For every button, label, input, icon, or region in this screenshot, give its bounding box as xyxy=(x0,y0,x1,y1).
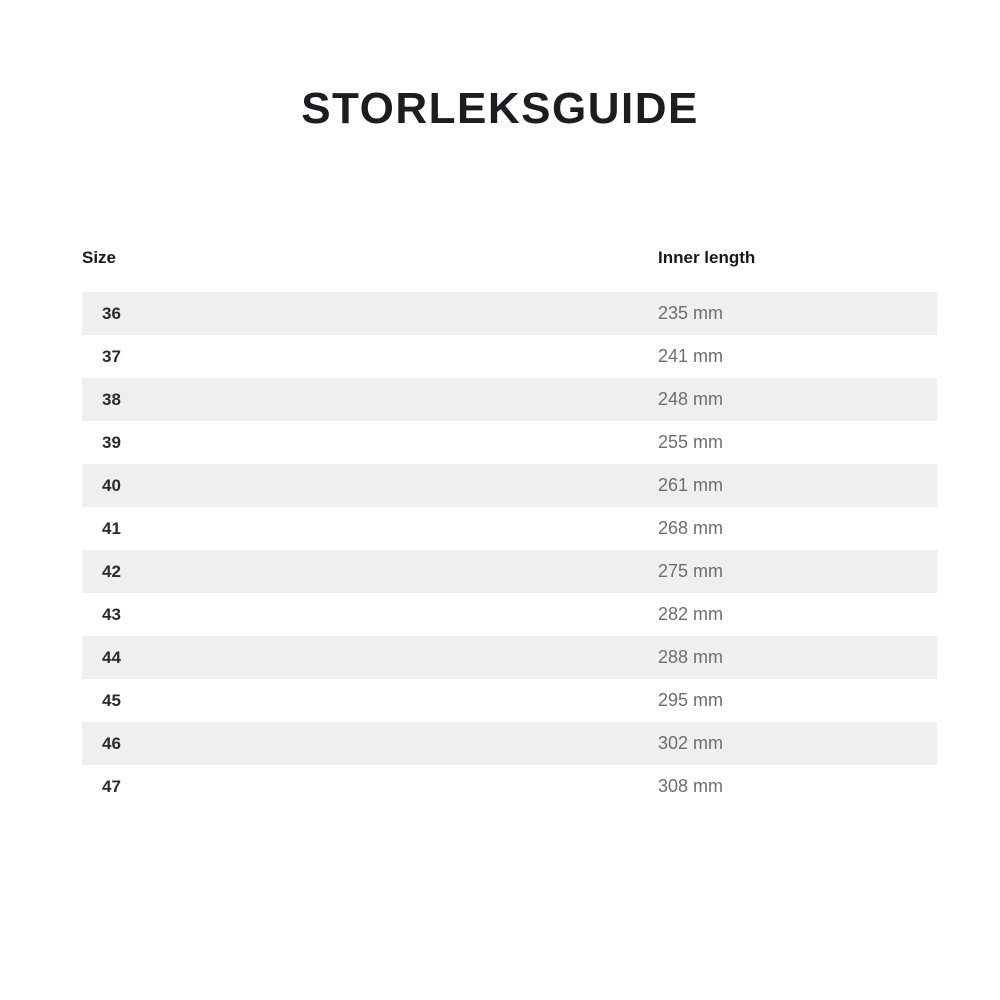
table-body xyxy=(82,292,937,808)
inner-length-cell: 241 mm xyxy=(658,346,724,366)
inner-length-cell: 268 mm xyxy=(658,518,724,538)
table-row xyxy=(82,378,937,421)
size-cell: 39 xyxy=(102,432,121,452)
table-row xyxy=(82,679,937,722)
table-row xyxy=(82,636,937,679)
size-table xyxy=(82,247,937,808)
inner-length-cell: 261 mm xyxy=(658,475,724,495)
size-cell: 47 xyxy=(102,776,121,796)
table-header xyxy=(82,247,937,269)
inner-length-cell: 235 mm xyxy=(658,303,724,323)
size-cell: 42 xyxy=(102,561,121,581)
inner-length-cell: 302 mm xyxy=(658,733,724,753)
table-row xyxy=(82,335,937,378)
inner-length-cell: 288 mm xyxy=(658,647,724,667)
size-cell: 40 xyxy=(102,475,121,495)
table-row xyxy=(82,593,937,636)
table-row xyxy=(82,464,937,507)
size-cell: 38 xyxy=(102,389,121,409)
inner-length-cell: 295 mm xyxy=(658,690,724,710)
size-cell: 36 xyxy=(102,303,121,323)
table-row xyxy=(82,722,937,765)
table-row xyxy=(82,292,937,335)
inner-length-cell: 275 mm xyxy=(658,561,724,581)
size-cell: 43 xyxy=(102,604,121,624)
size-cell: 41 xyxy=(102,518,121,538)
table-row xyxy=(82,550,937,593)
inner-length-cell: 248 mm xyxy=(658,389,724,409)
page-title: STORLEKSGUIDE xyxy=(301,84,699,133)
size-cell: 45 xyxy=(102,690,121,710)
size-cell: 37 xyxy=(102,346,121,366)
table-row xyxy=(82,421,937,464)
column-header-inner-length: Inner length xyxy=(658,248,756,267)
inner-length-cell: 255 mm xyxy=(658,432,724,452)
inner-length-cell: 308 mm xyxy=(658,776,724,796)
column-header-size: Size xyxy=(82,248,117,267)
table-row xyxy=(82,765,937,808)
table-row xyxy=(82,507,937,550)
inner-length-cell: 282 mm xyxy=(658,604,724,624)
size-cell: 44 xyxy=(102,647,121,667)
size-cell: 46 xyxy=(102,733,121,753)
